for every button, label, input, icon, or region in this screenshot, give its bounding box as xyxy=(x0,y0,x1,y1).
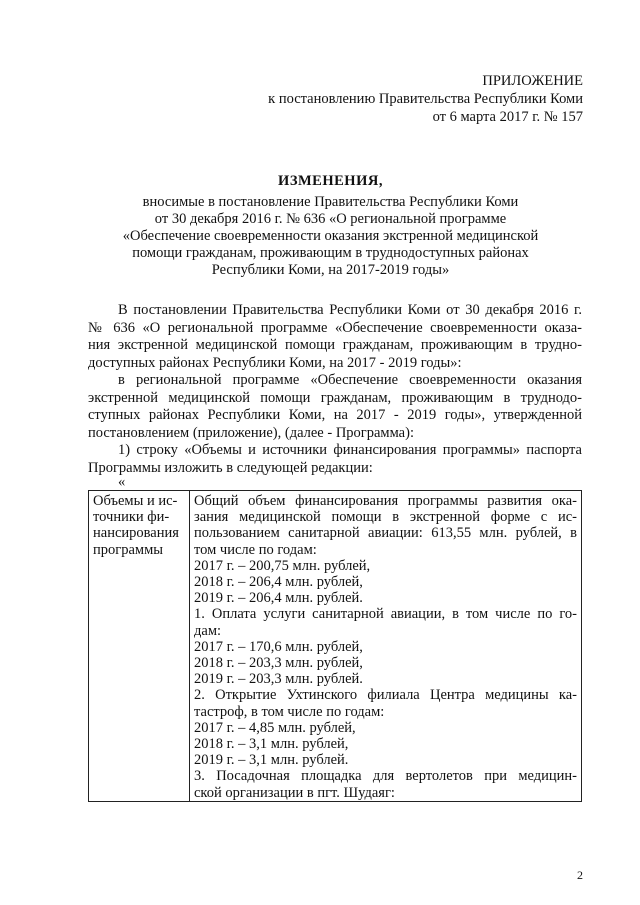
paragraph-line: Программы изложить в следующей редакции: xyxy=(88,459,373,476)
cell-line: 2017 г. – 200,75 млн. рублей, xyxy=(194,557,371,574)
cell-line: 2018 г. – 206,4 млн. рублей, xyxy=(194,574,363,591)
paragraph-line: В постановлении Правительства Республики Коми от 30 декабря 2016 г. xyxy=(118,302,582,318)
paragraph-2 xyxy=(88,372,582,442)
cell-line: Объемы и ис- xyxy=(93,493,178,509)
cell-line: зания медицинской помощи в экстренной форме с ис- xyxy=(194,509,577,526)
cell-line: 2017 г. – 170,6 млн. рублей, xyxy=(194,638,363,655)
appendix-title: ПРИЛОЖЕНИЕ xyxy=(482,73,583,89)
document-title xyxy=(118,173,543,279)
paragraph-line: ступных районах Республики Коми, на 2017 - 2019 годы», утвержденной xyxy=(88,407,582,423)
cell-line: нансирования xyxy=(93,525,179,542)
cell-line: 2019 г. – 3,1 млн. рублей. xyxy=(194,752,349,769)
table-cell-label xyxy=(89,491,190,802)
cell-line: 3. Посадочная площадка для вертолетов при медицин- xyxy=(194,768,577,785)
table-row xyxy=(89,491,582,802)
paragraph-line: ния экстренной медицинской помощи гражданам, проживающим в трудно- xyxy=(88,337,582,353)
appendix-reference: к постановлению Правительства Республики Коми xyxy=(268,91,583,107)
cell-line: том числе по годам: xyxy=(194,541,317,558)
cell-line: Общий объем финансирования программы развития ока- xyxy=(194,493,577,509)
cell-line: 2018 г. – 203,3 млн. рублей, xyxy=(194,655,363,672)
appendix-header xyxy=(268,72,583,126)
cell-line: 2017 г. – 4,85 млн. рублей, xyxy=(194,719,356,736)
paragraph-line: № 636 «О региональной программе «Обеспечение своевременности оказа- xyxy=(88,319,582,336)
cell-line: дам: xyxy=(194,622,222,639)
title-line: вносимые в постановление Правительства Республики Коми xyxy=(142,194,519,210)
cell-line: ской организации в пгт. Шудаяг: xyxy=(194,784,395,801)
opening-quote: « xyxy=(118,474,126,490)
cell-line: тастроф, в том числе по годам: xyxy=(194,703,385,720)
cell-line: программы xyxy=(93,541,163,558)
paragraph-3 xyxy=(88,442,582,477)
page-number: 2 xyxy=(577,868,583,882)
title-line: «Обеспечение своевременности оказания экстренной медицинской xyxy=(122,228,539,244)
paragraph-line: доступных районах Республики Коми, на 2017 - 2019 годы»: xyxy=(88,354,462,371)
table-cell-content xyxy=(190,491,582,802)
title-line: от 30 декабря 2016 г. № 636 «О региональной программе xyxy=(154,211,507,227)
paragraph-line: экстренной медицинской помощи гражданам, проживающим в труднодо- xyxy=(88,389,582,406)
cell-line: 2019 г. – 203,3 млн. рублей. xyxy=(194,671,363,688)
cell-line: 2. Открытие Ухтинского филиала Центра медицины ка- xyxy=(194,687,577,704)
paragraph-line: постановлением (приложение), (далее - Программа): xyxy=(88,424,414,441)
cell-line: 1. Оплата услуги санитарной авиации, в том числе по го- xyxy=(194,606,577,623)
paragraph-line: 1) строку «Объемы и источники финансирования программы» паспорта xyxy=(118,442,582,458)
title-line: Республики Коми, на 2017-2019 годы» xyxy=(211,262,450,278)
appendix-date: от 6 марта 2017 г. № 157 xyxy=(432,109,583,125)
cell-line: точники фи- xyxy=(93,509,170,526)
title-heading: ИЗМЕНЕНИЯ, xyxy=(278,173,383,189)
cell-line: пользованием санитарной авиации: 613,55 млн. рублей, в xyxy=(194,525,577,542)
paragraph-line: в региональной программе «Обеспечение своевременности оказания xyxy=(118,372,582,388)
document-body xyxy=(88,302,582,477)
title-line: помощи гражданам, проживающим в труднодоступных районах xyxy=(132,245,529,261)
cell-line: 2018 г. – 3,1 млн. рублей, xyxy=(194,736,349,753)
paragraph-1 xyxy=(88,302,582,372)
cell-line: 2019 г. – 206,4 млн. рублей. xyxy=(194,590,363,607)
financing-table xyxy=(88,490,582,802)
